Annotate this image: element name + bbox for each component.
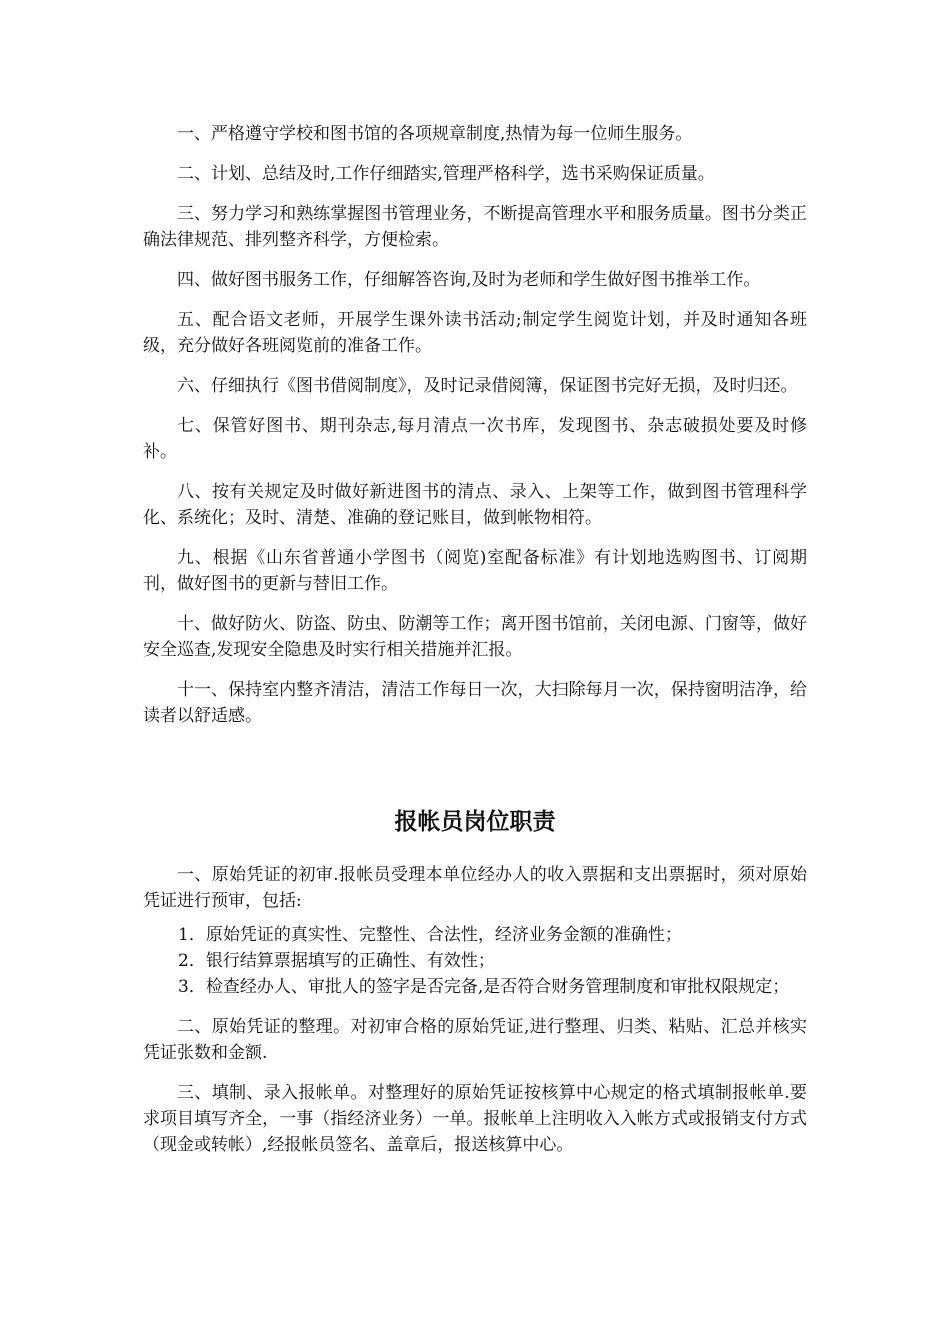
duty-paragraph-2: 二、计划、总结及时,工作仔细踏实,管理严格科学，选书采购保证质量。 (177, 164, 715, 184)
accountant-duties-section (143, 862, 807, 1172)
duty-paragraph-5: 五、配合语文老师，开展学生课外读书活动;制定学生阅览计划，并及时通知各班级，充分做好各班阅览前的准备工作。 (143, 310, 807, 356)
duty-paragraph-3: 三、努力学习和熟练掌握图书管理业务，不断提高管理水平和服务质量。图书分类正确法律规范、排列整齐科学，方便检索。 (143, 204, 807, 250)
duty-paragraph-4: 四、做好图书服务工作，仔细解答咨询,及时为老师和学生做好图书推举工作。 (177, 270, 761, 290)
list-item: 3．检查经办人、审批人的签字是否完备,是否符合财务管理制度和审批权限规定； (178, 977, 790, 997)
duty-paragraph-b3: 三、填制、录入报帐单。对整理好的原始凭证按核算中心规定的格式填制报帐单.要求项目填写齐全，一事（指经济业务）一单。报帐单上注明收入入帐方式或报销支付方式（现金或转帐）,经报帐员签名、盖章后，报送核算中心。 (143, 1083, 807, 1155)
duty-paragraph-6: 六、仔细执行《图书借阅制度》，及时记录借阅簿，保证图书完好无损，及时归还。 (177, 376, 798, 396)
library-duties-section (143, 121, 807, 743)
list-item: 1．原始凭证的真实性、完整性、合法性，经济业务金额的准确性； (178, 925, 682, 945)
duty-paragraph-1: 一、严格遵守学校和图书馆的各项规章制度,热情为每一位师生服务。 (177, 124, 693, 144)
duty-paragraph-10: 十、做好防火、防盗、防虫、防潮等工作；离开图书馆前，关闭电源、门窗等，做好安全巡查,发现安全隐患及时实行相关措施并汇报。 (143, 614, 807, 660)
duty-paragraph-7: 七、保管好图书、期刊杂志,每月清点一次书库，发现图书、杂志破损处要及时修补。 (143, 416, 807, 462)
duty-paragraph-11: 十一、保持室内整齐清洁，清洁工作每日一次，大扫除每月一次，保持窗明洁净，给读者以舒适感。 (143, 680, 807, 726)
list-item: 2．银行结算票据填写的正确性、有效性； (178, 951, 495, 971)
check-list (143, 922, 807, 1000)
duty-paragraph-8: 八、按有关规定及时做好新进图书的清点、录入、上架等工作，做到图书管理科学化、系统化；及时、清楚、准确的登记账目，做到帐物相符。 (143, 482, 807, 528)
duty-paragraph-9: 九、根据《山东省普通小学图书（阅览)室配备标准》有计划地选购图书、订阅期刊，做好图书的更新与替旧工作。 (143, 548, 807, 594)
intro-paragraph: 一、原始凭证的初审.报帐员受理本单位经办人的收入票据和支出票据时，须对原始凭证进行预审，包括: (143, 865, 807, 911)
duty-paragraph-b2: 二、原始凭证的整理。对初审合格的原始凭证,进行整理、归类、粘贴、汇总并核实凭证张数和金额. (143, 1017, 807, 1063)
section-heading: 报帐员岗位职责 (394, 809, 556, 835)
